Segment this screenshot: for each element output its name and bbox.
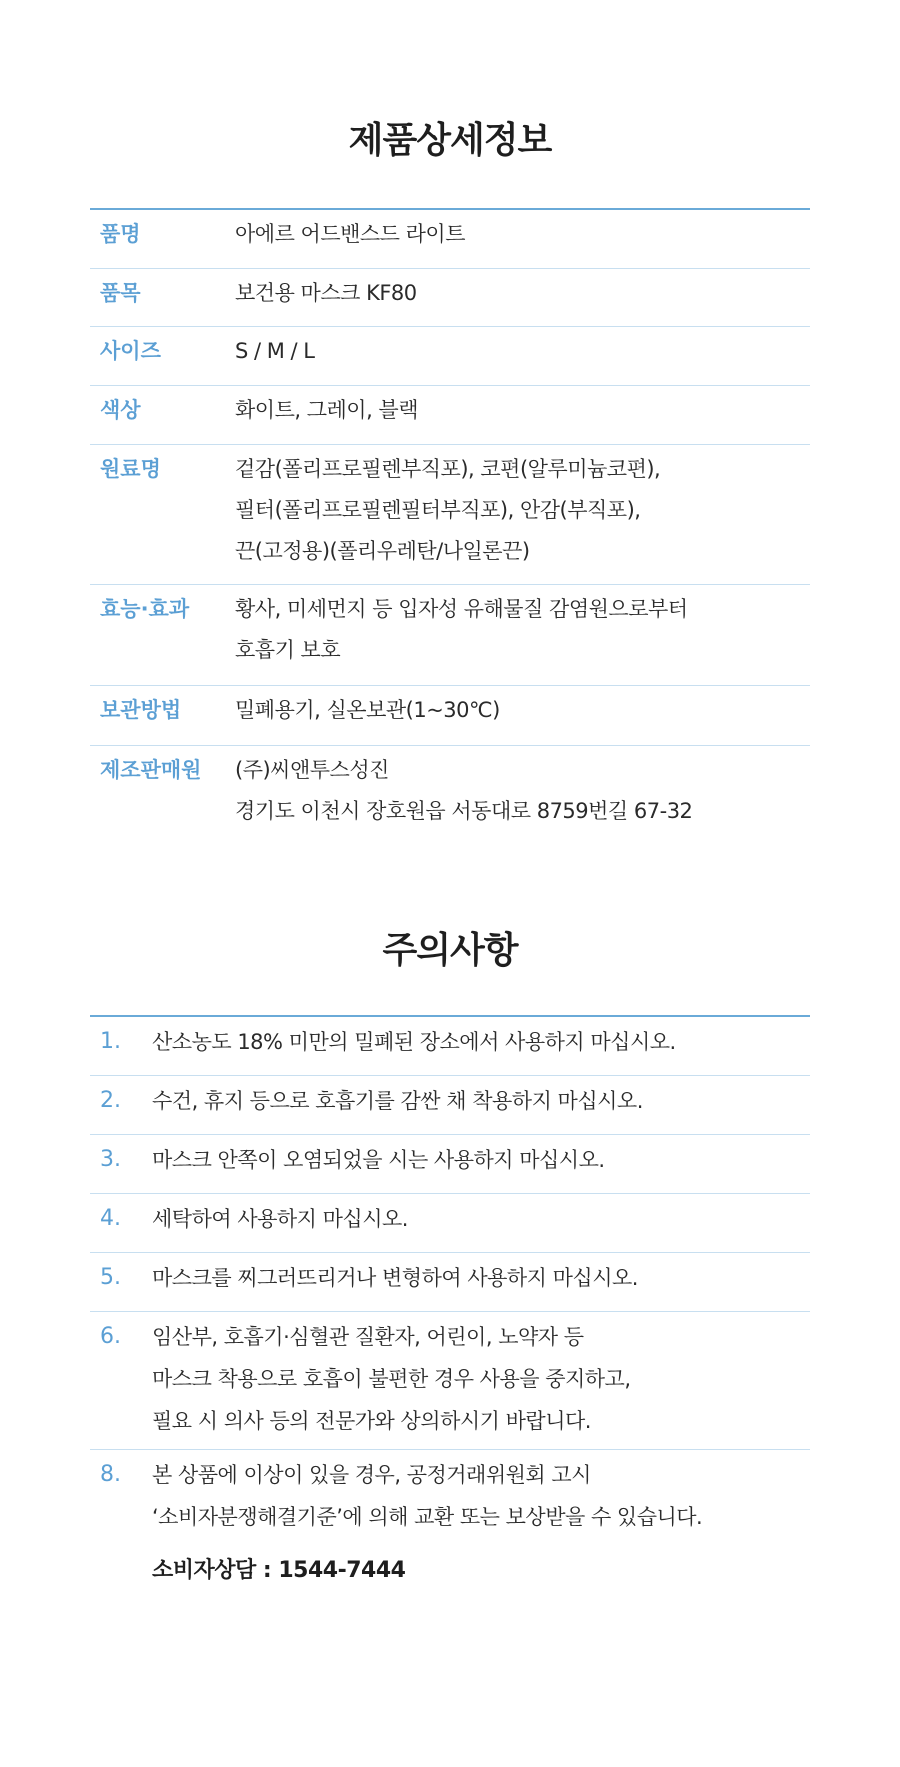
precaution-number: 2.	[100, 1088, 121, 1113]
precaution-line: 마스크 착용으로 호흡이 불편한 경우 사용을 중지하고,	[152, 1367, 631, 1391]
spec-row-efficacy	[90, 585, 810, 686]
spec-row-storage	[90, 686, 810, 746]
precaution-line: 수건, 휴지 등으로 호흡기를 감싼 채 착용하지 마십시오.	[152, 1089, 643, 1113]
precaution-number: 5.	[100, 1265, 121, 1290]
spec-value-line: 끈(고정용)(폴리우레탄/나일론끈)	[235, 539, 530, 563]
precaution-number: 3.	[100, 1147, 121, 1172]
precaution-text	[152, 1194, 810, 1252]
precaution-line: 마스크 안쪽이 오염되었을 시는 사용하지 마십시오.	[152, 1148, 605, 1172]
precaution-item	[90, 1076, 810, 1135]
precaution-line: 임산부, 호흡기·심혈관 질환자, 어린이, 노약자 등	[152, 1325, 584, 1349]
spec-row-name	[90, 210, 810, 269]
product-info-table	[90, 208, 810, 846]
spec-row-manufacturer	[90, 746, 810, 846]
precaution-number: 1.	[100, 1029, 121, 1054]
spec-label: 사이즈	[100, 339, 161, 363]
spec-value-line: S / M / L	[235, 339, 315, 363]
precaution-text	[152, 1312, 810, 1449]
spec-value	[235, 386, 810, 444]
spec-value	[235, 445, 810, 584]
precaution-item	[90, 1135, 810, 1194]
precaution-line: 세탁하여 사용하지 마십시오.	[152, 1207, 408, 1231]
spec-value	[235, 585, 810, 685]
spec-label: 색상	[100, 398, 141, 422]
product-info-title: 제품상세정보	[348, 120, 552, 161]
spec-label: 보관방법	[100, 698, 182, 722]
spec-value	[235, 327, 810, 385]
precaution-text	[152, 1017, 810, 1075]
spec-value-line: 아에르 어드밴스드 라이트	[235, 222, 465, 246]
precaution-item	[90, 1194, 810, 1253]
precaution-line: 필요 시 의사 등의 전문가와 상의하시기 바랍니다.	[152, 1409, 591, 1433]
precaution-text	[152, 1450, 810, 1550]
spec-row-category	[90, 269, 810, 327]
spec-value	[235, 686, 810, 745]
customer-service-contact: 소비자상담 : 1544-7444	[152, 1558, 406, 1583]
precaution-item	[90, 1253, 810, 1312]
precaution-line: 산소농도 18% 미만의 밀폐된 장소에서 사용하지 마십시오.	[152, 1030, 676, 1054]
precaution-number: 4.	[100, 1206, 121, 1231]
spec-row-color	[90, 386, 810, 445]
spec-value	[235, 269, 810, 326]
precautions-title: 주의사항	[382, 930, 518, 971]
spec-row-size	[90, 327, 810, 386]
spec-value-line: 겉감(폴리프로필렌부직포), 코편(알루미늄코편),	[235, 457, 661, 481]
spec-value-line: 화이트, 그레이, 블랙	[235, 398, 418, 422]
spec-label: 원료명	[100, 457, 161, 481]
precaution-line: 본 상품에 이상이 있을 경우, 공정거래위원회 고시	[152, 1463, 591, 1487]
precaution-line: ‘소비자분쟁해결기준’에 의해 교환 또는 보상받을 수 있습니다.	[152, 1505, 703, 1529]
precaution-number: 8.	[100, 1462, 121, 1487]
spec-row-materials	[90, 445, 810, 585]
precaution-item	[90, 1312, 810, 1450]
precaution-item	[90, 1450, 810, 1550]
spec-value-line: 보건용 마스크 KF80	[235, 281, 417, 305]
spec-label: 품목	[100, 281, 141, 305]
spec-value-line: 밀폐용기, 실온보관(1~30℃)	[235, 698, 500, 722]
spec-value	[235, 746, 810, 846]
precaution-text	[152, 1253, 810, 1311]
precaution-item	[90, 1017, 810, 1076]
spec-value	[235, 210, 810, 268]
spec-value-line: 호흡기 보호	[235, 638, 341, 662]
spec-value-line: 필터(폴리프로필렌필터부직포), 안감(부직포),	[235, 498, 641, 522]
precaution-text	[152, 1076, 810, 1134]
spec-value-line: 황사, 미세먼지 등 입자성 유해물질 감염원으로부터	[235, 597, 688, 621]
precautions-list	[90, 1015, 810, 1550]
spec-value-line: 경기도 이천시 장호원읍 서동대로 8759번길 67-32	[235, 799, 693, 823]
spec-label: 효능·효과	[100, 597, 190, 621]
precaution-line: 마스크를 찌그러뜨리거나 변형하여 사용하지 마십시오.	[152, 1266, 638, 1290]
spec-label: 제조판매원	[100, 758, 202, 782]
precaution-number: 6.	[100, 1324, 121, 1349]
spec-label: 품명	[100, 222, 141, 246]
spec-value-line: (주)씨앤투스성진	[235, 758, 389, 782]
precaution-text	[152, 1135, 810, 1193]
